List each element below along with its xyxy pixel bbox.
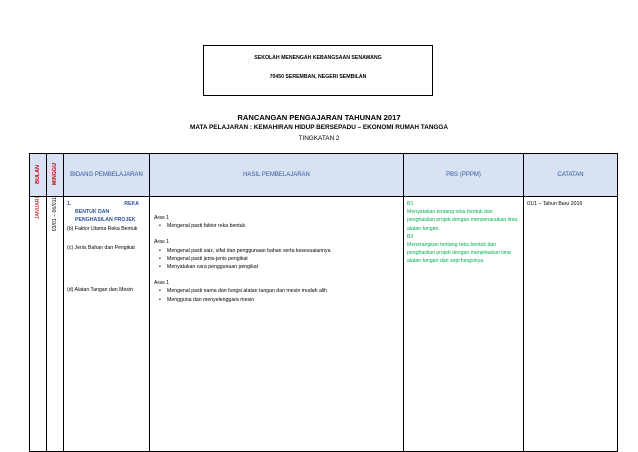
hasil-aras-3: Aras 1 [154, 280, 169, 287]
bidang-heading: 1. REKA [67, 201, 139, 207]
list-item: • Mengguna dan menyelenggara mesin [167, 296, 377, 304]
header-minggu: MINGGU [47, 154, 64, 197]
hasil-list-2 [154, 247, 367, 272]
catatan-text: 01/1 – Tahun Baru 2016 [527, 201, 583, 207]
school-header-box [203, 45, 433, 96]
list-item: • Mengenal pasti saiz, sifat dan penggunaan bahan serta kesesuaiannya [167, 247, 367, 255]
header-pbs: PBS (PPPM) [404, 154, 524, 197]
form-title: TINGKATAN 2 [298, 135, 340, 142]
list-item: • Mengenal pasti faktor reka bentuk [167, 222, 399, 230]
hasil-list-1 [154, 222, 399, 230]
table-row [30, 197, 618, 452]
header-bidang: BIDANG PEMBELAJARAN [64, 154, 150, 197]
bidang-title: BENTUK DAN PENGHASILAN PROJEK [75, 209, 136, 224]
pbs-text-b2: Menerangkan tentang reka bentuk dan penghasilan projek dengan menjelaskan lima alatan tangan dan sepi fungsinya. [407, 242, 511, 265]
document-title: RANCANGAN PENGAJARAN TAHUNAN 2017 [237, 113, 401, 122]
cell-minggu: 03/01 – 06/011 [47, 197, 64, 452]
pbs-text-b1: Menyatakan tentang reka bentuk dan penghasilan projek dengan menyenaraikan lima alatan tangan. [407, 209, 518, 232]
header-bulan: BULAN [30, 154, 47, 197]
list-item: • Mengenal pasti nama dan fungsi alatan tangan dan mesin mudah alih [167, 287, 377, 295]
list-item: • Mengenal pasti jenis-jenis pengikat [167, 255, 367, 263]
subject-title: MATA PELAJARAN : KEMAHIRAN HIDUP BERSEPADU – EKONOMI RUMAH TANGGA [190, 124, 448, 131]
header-catatan: CATATAN [524, 154, 618, 197]
hasil-aras-1: Aras 1 [154, 215, 169, 221]
hasil-list-3 [154, 287, 377, 303]
lesson-plan-table [29, 153, 618, 452]
table-header-row [30, 154, 618, 197]
cell-hasil [150, 197, 404, 452]
school-name: SEKOLAH MENENGAH KEBANGSAAN SENAWANG [254, 55, 382, 61]
bidang-item-b: (b) Faktor Utama Reka Bentuk [67, 225, 138, 232]
bidang-item-d: (d) Alatan Tangan dan Mesin [67, 287, 133, 294]
pbs-code-b2: B2 [407, 233, 414, 240]
cell-catatan [524, 197, 618, 452]
bidang-item-c: (c) Jenis Bahan dan Pengikat [67, 244, 135, 251]
cell-pbs [404, 197, 524, 452]
pbs-code-b1: B1 [407, 201, 414, 207]
list-item: • Menyatakan cara penggunaan pengikat [167, 263, 367, 271]
hasil-aras-2: Aras 1 [154, 239, 169, 246]
header-hasil: HASIL PEMBELAJARAN [150, 154, 404, 197]
cell-bidang [64, 197, 150, 452]
school-address: 70450 SEREMBAN, NEGERI SEMBILAN [269, 74, 367, 80]
cell-bulan: JANUARI [30, 197, 47, 452]
